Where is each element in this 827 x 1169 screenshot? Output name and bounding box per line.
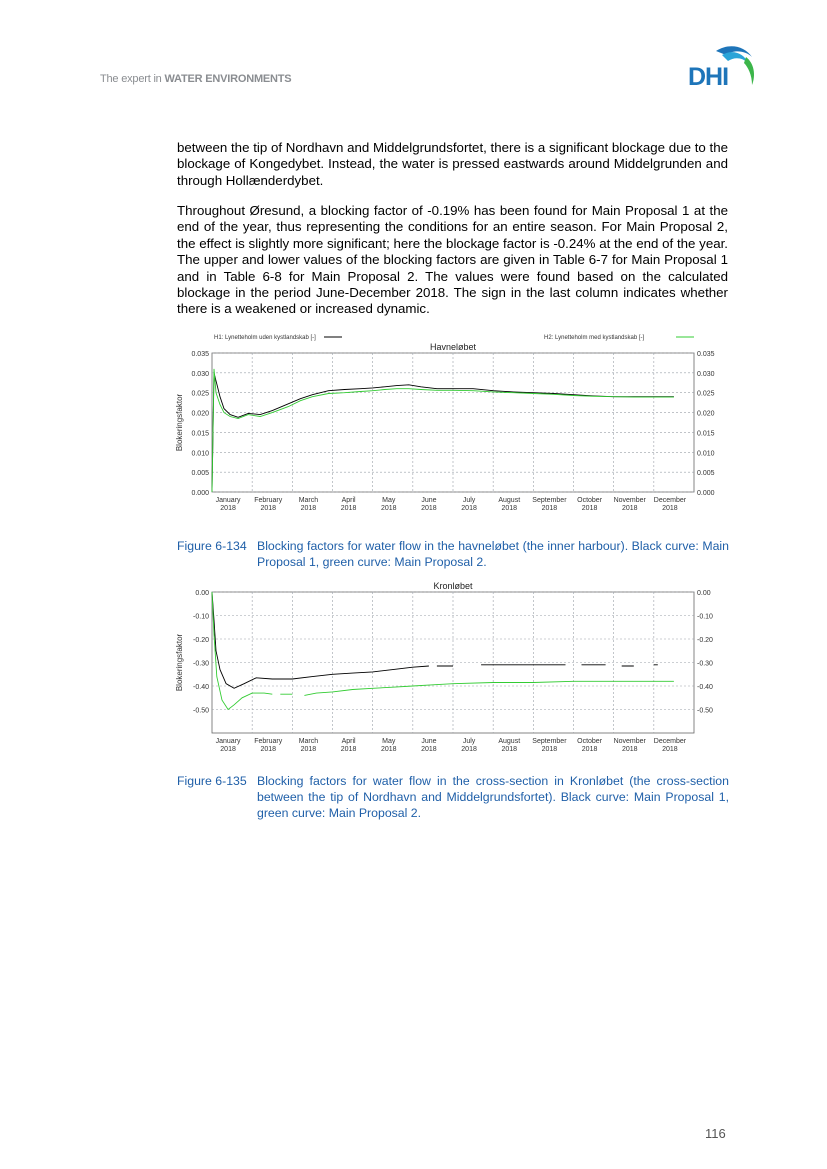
x-tick-label-year: 2018 xyxy=(260,746,277,753)
x-tick-label-month: November xyxy=(613,497,646,504)
y-tick-label-left: -0.40 xyxy=(193,684,209,691)
tagline-bold: WATER ENVIRONMENTS xyxy=(164,73,292,85)
x-tick-label-month: October xyxy=(577,497,603,504)
logo-text: DHI xyxy=(688,63,729,91)
x-tick-label-year: 2018 xyxy=(461,746,477,753)
chart-title: Havneløbet xyxy=(429,342,477,352)
figure-caption-text-1: Blocking factors for water flow in the havneløbet (the inner harbour). Black curve: Main Proposal 1, green curve: Main Proposal 2. xyxy=(257,539,729,569)
x-tick-label-year: 2018 xyxy=(662,505,678,512)
x-tick-label-year: 2018 xyxy=(340,505,357,512)
x-tick-label-year: 2018 xyxy=(541,746,558,753)
header-tagline xyxy=(100,73,291,85)
x-tick-label-month: December xyxy=(653,738,687,745)
x-tick-label-year: 2018 xyxy=(380,746,397,753)
series-line-green xyxy=(212,369,674,492)
x-tick-label-year: 2018 xyxy=(421,505,437,512)
y-tick-label-right: -0.20 xyxy=(697,637,713,644)
x-tick-label-year: 2018 xyxy=(581,505,598,512)
x-tick-label-year: 2018 xyxy=(300,746,317,753)
x-tick-label-month: April xyxy=(341,497,356,504)
y-tick-label-left: 0.020 xyxy=(191,410,209,418)
x-tick-label-year: 2018 xyxy=(501,746,518,753)
series-line-black xyxy=(212,592,658,688)
x-tick-label-year: 2018 xyxy=(621,746,638,753)
legend-label-h2: H2: Lynetteholm med kystlandskab [-] xyxy=(544,335,645,341)
x-tick-label-month: September xyxy=(532,738,567,745)
x-tick-label-year: 2018 xyxy=(621,505,638,512)
y-tick-label-left: -0.10 xyxy=(193,613,209,621)
x-tick-label-month: October xyxy=(577,738,603,745)
y-tick-label-left: 0.00 xyxy=(195,590,209,597)
x-tick-label-month: September xyxy=(532,497,567,504)
x-tick-label-year: 2018 xyxy=(662,746,678,753)
series-line-green xyxy=(212,592,674,710)
y-tick-label-right: 0.030 xyxy=(697,370,715,378)
x-tick-label-year: 2018 xyxy=(541,505,558,512)
x-tick-label-month: July xyxy=(462,497,476,504)
y-tick-label-right: 0.015 xyxy=(697,430,715,438)
x-tick-label-month: January xyxy=(215,738,241,745)
dhi-logo xyxy=(686,43,758,91)
x-tick-label-year: 2018 xyxy=(421,746,437,753)
figure-number-2: Figure 6-135 xyxy=(177,774,247,788)
x-tick-label-year: 2018 xyxy=(501,505,518,512)
x-tick-label-month: August xyxy=(498,497,521,504)
x-tick-label-year: 2018 xyxy=(581,746,598,753)
x-tick-label-month: August xyxy=(498,738,521,745)
figure-caption-2 xyxy=(177,773,729,823)
y-tick-label-left: 0.025 xyxy=(191,390,209,398)
chart-kronlobet xyxy=(172,582,722,758)
y-tick-label-right: -0.40 xyxy=(697,684,713,691)
legend-label-h1: H1: Lynetteholm uden kystlandskab [-] xyxy=(214,335,316,341)
y-tick-label-left: -0.30 xyxy=(193,660,209,668)
y-tick-label-right: 0.00 xyxy=(697,590,711,597)
x-tick-label-month: March xyxy=(298,497,319,504)
y-tick-label-left: 0.000 xyxy=(191,490,209,497)
chart-havnelobet xyxy=(172,330,722,522)
y-tick-label-left: 0.005 xyxy=(191,470,209,478)
x-tick-label-month: February xyxy=(254,738,283,745)
y-tick-label-right: 0.025 xyxy=(697,390,715,398)
x-tick-label-year: 2018 xyxy=(340,746,357,753)
x-tick-label-month: June xyxy=(421,738,437,745)
y-tick-label-right: 0.005 xyxy=(697,470,715,478)
x-tick-label-year: 2018 xyxy=(300,505,317,512)
chart-title: Kronløbet xyxy=(433,582,473,591)
y-axis-label: Blokeringsfaktor xyxy=(175,633,184,692)
x-tick-label-month: January xyxy=(215,497,241,504)
y-tick-label-right: 0.000 xyxy=(697,490,715,497)
figure-number-1: Figure 6-134 xyxy=(177,539,247,553)
x-tick-label-month: March xyxy=(298,738,319,745)
x-tick-label-year: 2018 xyxy=(260,505,277,512)
x-tick-label-year: 2018 xyxy=(461,505,477,512)
y-tick-label-left: 0.030 xyxy=(191,370,209,378)
x-tick-label-month: November xyxy=(613,738,646,745)
y-tick-label-right: -0.50 xyxy=(697,707,713,715)
y-tick-label-left: -0.20 xyxy=(193,637,209,644)
tagline-prefix: The expert in xyxy=(100,73,165,85)
x-tick-label-month: June xyxy=(421,497,437,504)
y-tick-label-right: -0.10 xyxy=(697,613,713,621)
y-tick-label-right: 0.010 xyxy=(697,450,715,458)
paragraph-2: Throughout Øresund, a blocking factor of -0.19% has been found for Main Proposal 1 at the end of the year, thus representing the conditions for an entire season. For Main Proposal 2, the effect is slightly more significant; here the blockage factor is -0.24% at the end of the year. The upper and lower values of the blocking factors are given in Table 6-7 for Main Proposal 1 and in Table 6-8 for Main Proposal 2. The values were found based on the calculated blockage in the period June-December 2018. The sign in the last column indicates whether there is a weakened or increased dynamic. xyxy=(177,203,728,317)
x-tick-label-month: May xyxy=(382,738,396,745)
y-tick-label-left: 0.015 xyxy=(191,430,209,438)
y-tick-label-right: 0.035 xyxy=(697,351,715,358)
x-tick-label-month: May xyxy=(382,497,396,504)
y-axis-label: Blokeringsfaktor xyxy=(175,393,184,452)
y-tick-label-left: 0.010 xyxy=(191,450,209,458)
x-tick-label-month: April xyxy=(341,738,356,745)
y-tick-label-left: 0.035 xyxy=(191,351,209,358)
x-tick-label-year: 2018 xyxy=(380,505,397,512)
x-tick-label-month: July xyxy=(462,738,476,745)
y-tick-label-left: -0.50 xyxy=(193,707,209,715)
x-tick-label-month: February xyxy=(254,497,283,504)
x-tick-label-year: 2018 xyxy=(220,746,236,753)
x-tick-label-year: 2018 xyxy=(220,505,236,512)
page-number: 116 xyxy=(705,1126,726,1141)
paragraph-1: between the tip of Nordhavn and Middelgrundsfortet, there is a significant blockage due to the blockage of Kongedybet. Instead, the water is pressed eastwards around Middelgrunden and through Hollænderdybet. xyxy=(177,140,728,188)
y-tick-label-right: -0.30 xyxy=(697,660,713,668)
figure-caption-1 xyxy=(177,538,729,572)
y-tick-label-right: 0.020 xyxy=(697,410,715,418)
figure-caption-text-2: Blocking factors for water flow in the cross-section in Kronløbet (the cross-section between the tip of Nordhavn and Middelgrundsfortet). Black curve: Main Proposal 1, green curve: Main Proposal 2. xyxy=(257,774,729,820)
x-tick-label-month: December xyxy=(653,497,687,504)
